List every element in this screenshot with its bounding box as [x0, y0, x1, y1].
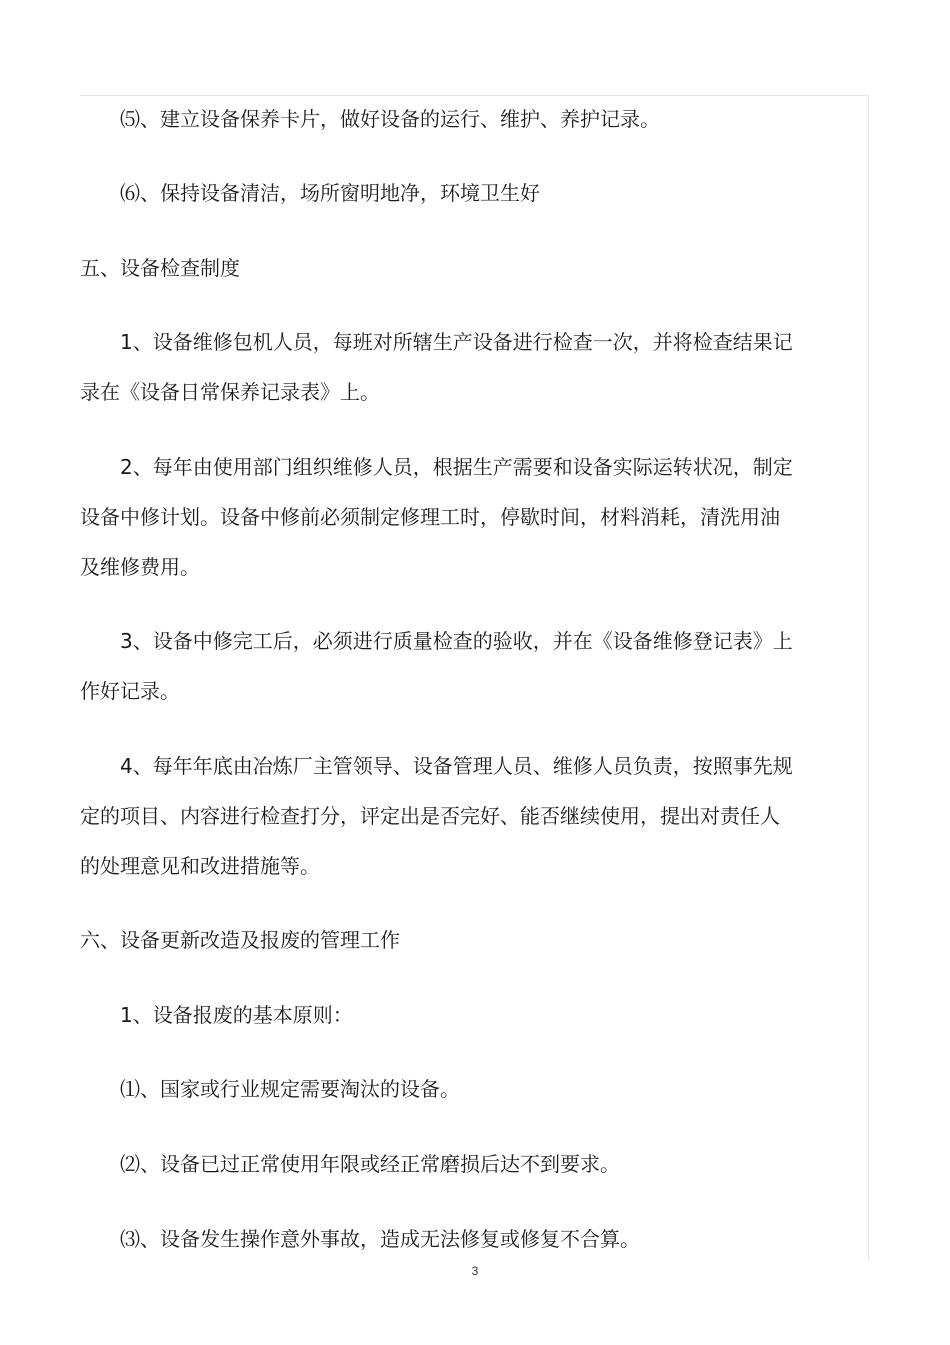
text-line: ⑴、国家或行业规定需要淘汰的设备。	[120, 1077, 460, 1101]
text-line: ⑵、设备已过正常使用年限或经正常磨损后达不到要求。	[120, 1152, 620, 1176]
text-line: ⑹、保持设备清洁，场所窗明地净，环境卫生好	[120, 181, 540, 205]
paragraph-item-2	[80, 1139, 825, 1189]
paragraph-5-1	[80, 317, 825, 417]
section-heading-6	[80, 915, 825, 965]
heading-text: 五、设备检查制度	[80, 256, 240, 280]
text-line: 录在《设备日常保养记录表》上。	[80, 380, 380, 404]
text-line: ⑶、设备发生操作意外事故，造成无法修复或修复不合算。	[120, 1227, 640, 1251]
paragraph-5-3	[80, 616, 825, 716]
paragraph-item-1	[80, 1064, 825, 1114]
section-heading-5	[80, 243, 825, 293]
page-number: 3	[471, 1264, 479, 1278]
paragraph-item-5	[80, 94, 825, 144]
paragraph-6-1	[80, 990, 825, 1040]
text-line: 的处理意见和改进措施等。	[80, 854, 320, 878]
text-line: 4、每年年底由冶炼厂主管领导、设备管理人员、维修人员负责，按照事先规	[120, 754, 793, 778]
text-line: 3、设备中修完工后，必须进行质量检查的验收，并在《设备维修登记表》上	[120, 629, 793, 653]
paragraph-item-3	[80, 1214, 825, 1264]
text-line: 2、每年由使用部门组织维修人员，根据生产需要和设备实际运转状况，制定	[120, 455, 793, 479]
text-line: 1、设备维修包机人员，每班对所辖生产设备进行检查一次，并将检查结果记	[120, 330, 793, 354]
paragraph-5-2	[80, 442, 825, 592]
text-line: ⑸、建立设备保养卡片，做好设备的运行、维护、养护记录。	[120, 107, 660, 131]
paragraph-item-6	[80, 168, 825, 218]
heading-text: 六、设备更新改造及报废的管理工作	[80, 928, 400, 952]
text-line: 定的项目、内容进行检查打分，评定出是否完好、能否继续使用，提出对责任人	[80, 804, 780, 828]
text-line: 1、设备报废的基本原则：	[120, 1003, 353, 1027]
paragraph-5-4	[80, 741, 825, 891]
text-line: 设备中修计划。设备中修前必须制定修理工时，停歇时间，材料消耗，清洗用油	[80, 505, 780, 529]
text-line: 作好记录。	[80, 679, 180, 703]
text-line: 及维修费用。	[80, 555, 200, 579]
